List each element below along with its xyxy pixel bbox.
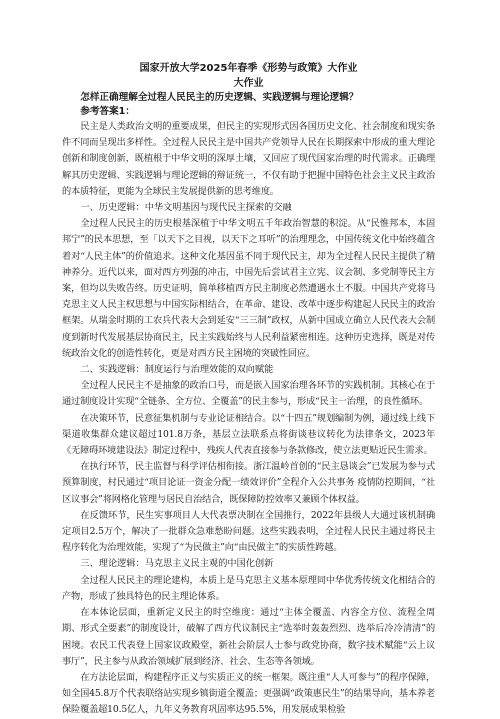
body-paragraph: 全过程人民民主的历史根基深植于中华文明五千年政治智慧的积淀。从“民惟邦本，本固邦宁”的民本思想，至「以天下之目视，以天下之耳听”的治理理念，中国传统文化中始终蕴含着对“人民主体”的价值追求。这种文化基因虽不同于现代民主，却为全过程人民民主提供了精神养分。近代以来，面对西方列强的冲击，中国先后尝试君主立宪、议会制、多党制等民主方案，但均以失败告终。历史证明，简单移植西方民主制度必然遭遇水土不服。中国共产党将马克思主义人民主权思想与中国实际相结合，在革命、建设、改革中逐步构建起人民民主的政治框架。从瑞金时期的工农兵代表大会到延安“三三制”政权，从新中国成立确立人民代表大会制度到新时代发展基层协商民主，民主实践始终与人民利益紧密相连。这种历史选择，既是对传统政治文化的创造性转化，更是对西方民主困境的突破性回应。	[62, 218, 435, 359]
section-heading: 一、历史逻辑：中华文明基因与现代民主探索的交融	[80, 202, 292, 214]
section-heading: 二、实践逻辑：制度运行与治理效能的双向赋能	[80, 364, 274, 376]
body-paragraph: 全过程人民民主的理论建构，本质上是马克思主义基本原理同中华优秀传统文化相结合的产物，形成了独具特色的民主理论体系。	[62, 574, 435, 602]
answer-label: 参考答案1：	[80, 106, 135, 117]
document-subtitle: 大作业	[233, 78, 264, 89]
body-paragraph: 全过程人民民主不是抽象的政治口号，而是嵌入国家治理各环节的实践机制。其核心在于通过制度设计实现“全链条、全方位、全覆盖”的民主参与，形成“民主一治理，的良性循环。	[62, 380, 435, 408]
body-paragraph: 在方法论层面，构建程序正义与实质正义的统一框架。既注重“人人可参与”的程序保障，如全国45.8万个代表联络站实现乡镇街道全覆盖；更强调“政策惠民生”的结果导向，基本养老保险覆盖超10.5亿人，九年义务教育巩固率达95.5%，用发展成果检验	[62, 671, 435, 716]
body-paragraph: 在本体论层面，重新定义民主的时空维度：通过“主体全覆盖、内容全方位、流程全周期、形式全要素”的制度设计，破解了西方代议制民主“选举时轰轰烈烈、选举后冷冷清清”的困境。农民工代表登上国家议政殿堂，新社会阶层人士参与政党协商，数字技术赋能“云上议事厅”，民主参与从政治领域扩展到经济、社会、生态等各领域。	[62, 607, 435, 667]
body-paragraph: 在执行环节，民主监督与科学评估相衔接。浙江温岭首创的“民主恳谈会”已发展为参与式预算制度，村民通过“项目论证一资金分配一绩效评价”全程介入公共事务 疫情防控期间，“社区议事会”将网格化管理与居民自治结合，既保障防控效率又兼顾个体权益。	[62, 461, 435, 505]
document-title: 国家开放大学2025年春季《形势与政策》大作业	[139, 63, 358, 74]
body-paragraph: 在反馈环节，民生实事项目人大代表票决制在全国推行，2022年县级人大通过该机制确定项目2.5万个，解决了一批群众急难愁盼问题。这些实践表明，全过程人民民主通过将民主程序转化为治理效能，实现了“为民做主”向“由民做主”的实质性跨越。	[62, 509, 435, 554]
question-heading: 怎样正确理解全过程人民民主的历史逻辑、实践逻辑与理论逻辑？	[80, 92, 359, 103]
body-paragraph: 在决策环节，民意征集机制与专业论证相结合。以“十四五”规划编制为例，通过线上线下渠道收集群众建议超过101.8万条，基层立法联系点将街谈巷议转化为法律条文，2023年《无障碍环境建设法》制定过程中，残疾人代表直接参与条款修改，使立法更贴近民生需求。	[62, 412, 435, 457]
body-paragraph: 民主是人类政治文明的重要成果，但民主的实现形式因各国历史文化、社会制度和现实条件不同而呈现出多样性。全过程人民民主是中国共产党领导人民在长期探索中形成的重大理论创新和制度创新，既植根于中华文明的深厚土壤，又回应了现代国家治理的时代需求。正确理解其历史逻辑、实践逻辑与理论逻辑的辩证统一，不仅有助于把握中国特色社会主义民主政治的本质特征，更能为全球民主发展提供新的思考维度。	[62, 121, 435, 197]
section-heading: 三、理论逻辑：马克思主义民主观的中国化创新	[80, 558, 274, 570]
